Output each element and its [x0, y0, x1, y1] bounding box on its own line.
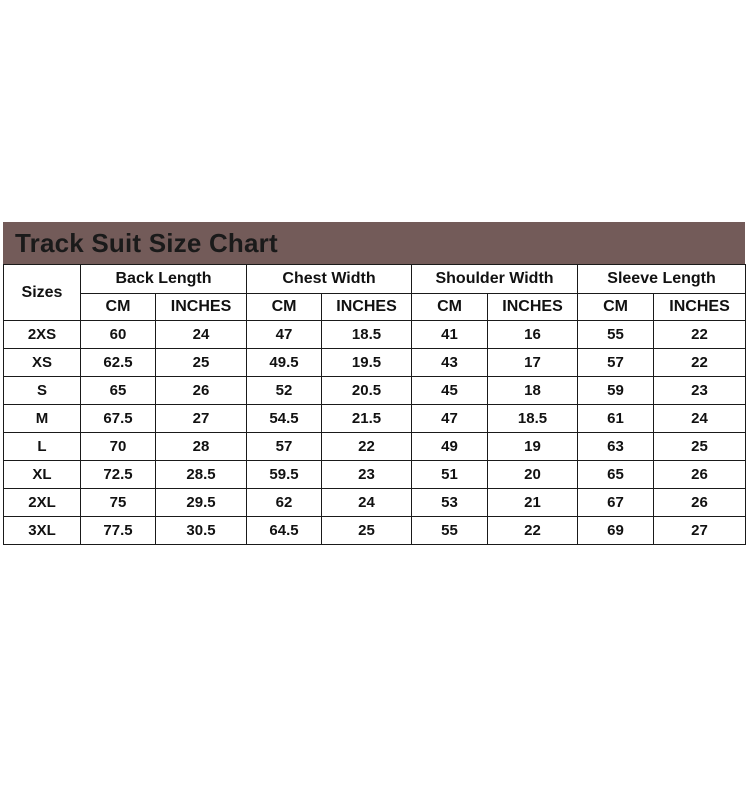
- table-cell: 67: [578, 489, 654, 517]
- unit-header-inches: INCHES: [322, 294, 412, 321]
- table-cell: 19: [488, 433, 578, 461]
- table-cell: 64.5: [247, 517, 322, 545]
- table-cell: 18: [488, 377, 578, 405]
- unit-header-inches: INCHES: [156, 294, 247, 321]
- table-cell: 62.5: [81, 349, 156, 377]
- group-header-chest-width: Chest Width: [247, 265, 412, 294]
- table-cell: 41: [412, 321, 488, 349]
- unit-header-row: [4, 294, 746, 321]
- table-cell: 54.5: [247, 405, 322, 433]
- table-cell: 30.5: [156, 517, 247, 545]
- table-cell: 67.5: [81, 405, 156, 433]
- table-cell: 72.5: [81, 461, 156, 489]
- unit-header-cm: CM: [412, 294, 488, 321]
- size-cell: 2XS: [4, 321, 81, 349]
- table-cell: 26: [654, 489, 746, 517]
- table-cell: 75: [81, 489, 156, 517]
- table-cell: 24: [156, 321, 247, 349]
- unit-header-inches: INCHES: [654, 294, 746, 321]
- table-cell: 65: [578, 461, 654, 489]
- table-cell: 18.5: [488, 405, 578, 433]
- table-cell: 55: [578, 321, 654, 349]
- size-cell: 3XL: [4, 517, 81, 545]
- table-cell: 22: [654, 349, 746, 377]
- table-cell: 27: [156, 405, 247, 433]
- table-cell: 24: [322, 489, 412, 517]
- table-row: [4, 349, 746, 377]
- table-cell: 60: [81, 321, 156, 349]
- table-row: [4, 321, 746, 349]
- chart-title: Track Suit Size Chart: [15, 227, 278, 258]
- table-cell: 47: [412, 405, 488, 433]
- table-cell: 20: [488, 461, 578, 489]
- table-cell: 29.5: [156, 489, 247, 517]
- table-cell: 16: [488, 321, 578, 349]
- table-cell: 55: [412, 517, 488, 545]
- title-bar: [3, 222, 745, 264]
- table-row: [4, 489, 746, 517]
- table-cell: 25: [156, 349, 247, 377]
- table-cell: 59: [578, 377, 654, 405]
- table-row: [4, 433, 746, 461]
- table-cell: 47: [247, 321, 322, 349]
- table-cell: 49.5: [247, 349, 322, 377]
- sizes-header: Sizes: [4, 265, 81, 321]
- group-header-sleeve-length: Sleeve Length: [578, 265, 746, 294]
- table-cell: 21.5: [322, 405, 412, 433]
- table-cell: 43: [412, 349, 488, 377]
- table-row: [4, 405, 746, 433]
- size-cell: S: [4, 377, 81, 405]
- table-cell: 17: [488, 349, 578, 377]
- table-cell: 28.5: [156, 461, 247, 489]
- table-cell: 20.5: [322, 377, 412, 405]
- table-cell: 62: [247, 489, 322, 517]
- group-header-back-length: Back Length: [81, 265, 247, 294]
- table-cell: 70: [81, 433, 156, 461]
- table-cell: 28: [156, 433, 247, 461]
- table-cell: 52: [247, 377, 322, 405]
- table-cell: 65: [81, 377, 156, 405]
- table-cell: 24: [654, 405, 746, 433]
- table-cell: 22: [654, 321, 746, 349]
- table-cell: 25: [654, 433, 746, 461]
- size-cell: L: [4, 433, 81, 461]
- table-cell: 23: [322, 461, 412, 489]
- table-cell: 23: [654, 377, 746, 405]
- group-header-row: [4, 265, 746, 294]
- table-cell: 51: [412, 461, 488, 489]
- size-cell: 2XL: [4, 489, 81, 517]
- unit-header-cm: CM: [578, 294, 654, 321]
- table-cell: 26: [654, 461, 746, 489]
- table-cell: 69: [578, 517, 654, 545]
- table-cell: 77.5: [81, 517, 156, 545]
- size-cell: XS: [4, 349, 81, 377]
- table-cell: 19.5: [322, 349, 412, 377]
- table-cell: 18.5: [322, 321, 412, 349]
- table-cell: 49: [412, 433, 488, 461]
- table-cell: 26: [156, 377, 247, 405]
- table-cell: 25: [322, 517, 412, 545]
- table-row: [4, 517, 746, 545]
- table-cell: 57: [578, 349, 654, 377]
- unit-header-cm: CM: [81, 294, 156, 321]
- table-cell: 27: [654, 517, 746, 545]
- unit-header-inches: INCHES: [488, 294, 578, 321]
- size-chart: [3, 222, 745, 545]
- table-cell: 45: [412, 377, 488, 405]
- size-cell: XL: [4, 461, 81, 489]
- table-row: [4, 377, 746, 405]
- table-row: [4, 461, 746, 489]
- table-cell: 21: [488, 489, 578, 517]
- table-cell: 59.5: [247, 461, 322, 489]
- table-cell: 22: [322, 433, 412, 461]
- size-table: [3, 264, 746, 545]
- table-cell: 22: [488, 517, 578, 545]
- table-cell: 53: [412, 489, 488, 517]
- table-cell: 63: [578, 433, 654, 461]
- unit-header-cm: CM: [247, 294, 322, 321]
- group-header-shoulder-width: Shoulder Width: [412, 265, 578, 294]
- table-cell: 61: [578, 405, 654, 433]
- table-cell: 57: [247, 433, 322, 461]
- size-cell: M: [4, 405, 81, 433]
